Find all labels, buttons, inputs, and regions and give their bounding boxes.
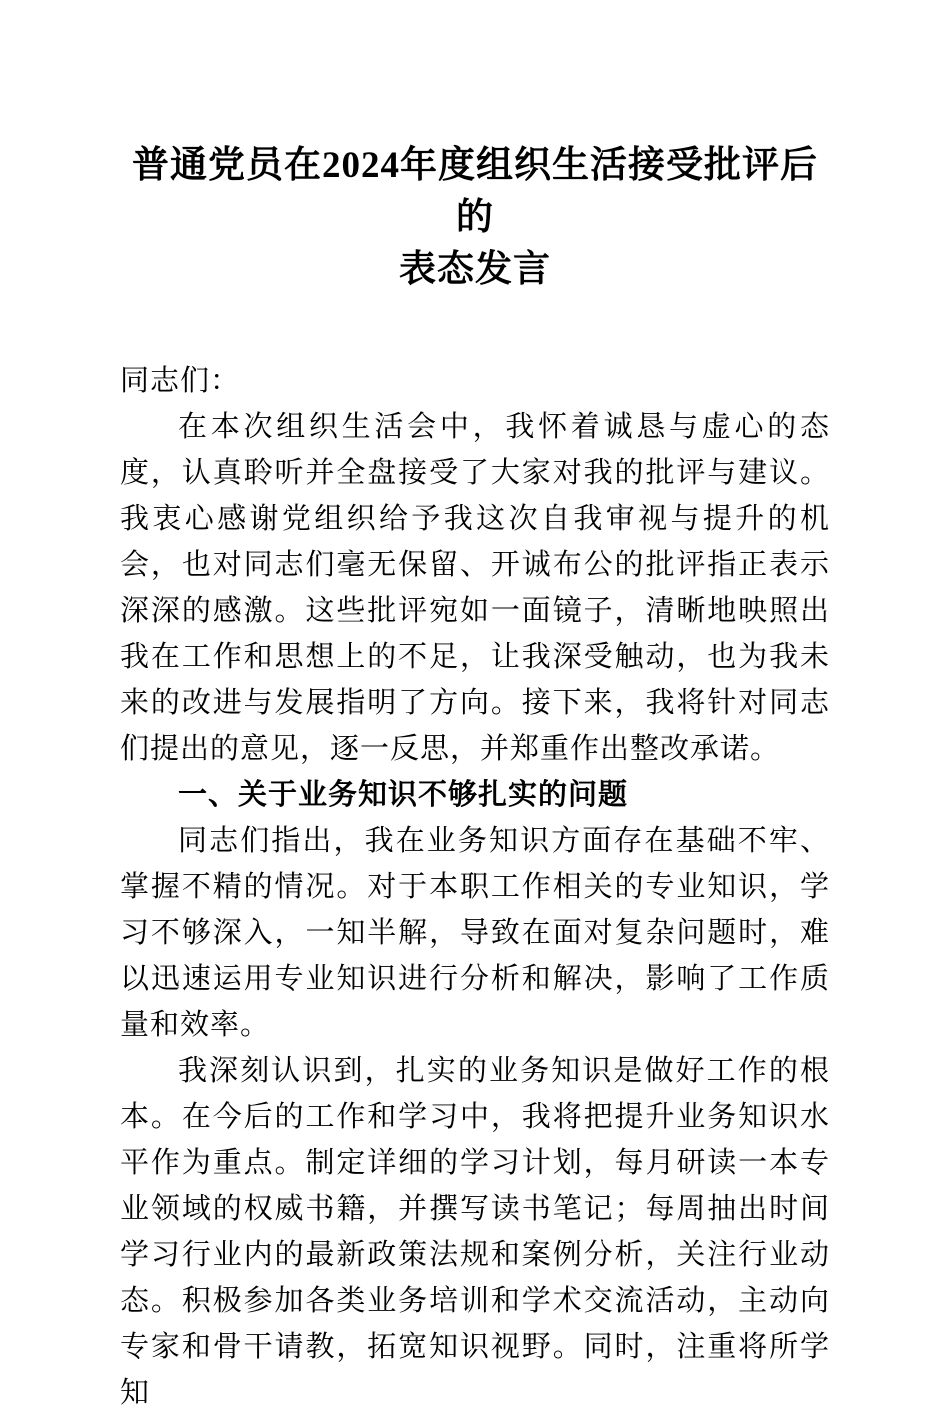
document-title: [120, 140, 830, 296]
document-title-line-1: 普通党员在2024年度组织生活接受批评后的: [132, 145, 818, 238]
document-title-line-2: 表态发言: [399, 249, 551, 290]
salutation: 同志们：: [120, 365, 241, 397]
paragraph-commitment: 我深刻认识到，扎实的业务知识是做好工作的根本。在今后的工作和学习中，我将把提升业务知识水平作为重点。制定详细的学习计划，每月研读一本专业领域的权威书籍，并撰写读书笔记；每周抽出时间学习行业内的最新政策法规和案例分析，关注行业动态。积极参加各类业务培训和学术交流活动，主动向专家和骨干请教，拓宽知识视野。同时，注重将所学知: [120, 1055, 830, 1409]
paragraph-opening: 在本次组织生活会中，我怀着诚恳与虚心的态度，认真聆听并全盘接受了大家对我的批评与建议。我衷心感谢党组织给予我这次自我审视与提升的机会，也对同志们毫无保留、开诚布公的批评指正表示深深的感激。这些批评宛如一面镜子，清晰地映照出我在工作和思想上的不足，让我深受触动，也为我未来的改进与发展指明了方向。接下来，我将针对同志们提出的意见，逐一反思，并郑重作出整改承诺。: [120, 411, 830, 765]
section-heading-1: 一、关于业务知识不够扎实的问题: [178, 779, 629, 811]
paragraph-problem: 同志们指出，我在业务知识方面存在基础不牢、掌握不精的情况。对于本职工作相关的专业知识，学习不够深入，一知半解，导致在面对复杂问题时，难以迅速运用专业知识进行分析和解决，影响了工作质量和效率。: [120, 825, 830, 1041]
